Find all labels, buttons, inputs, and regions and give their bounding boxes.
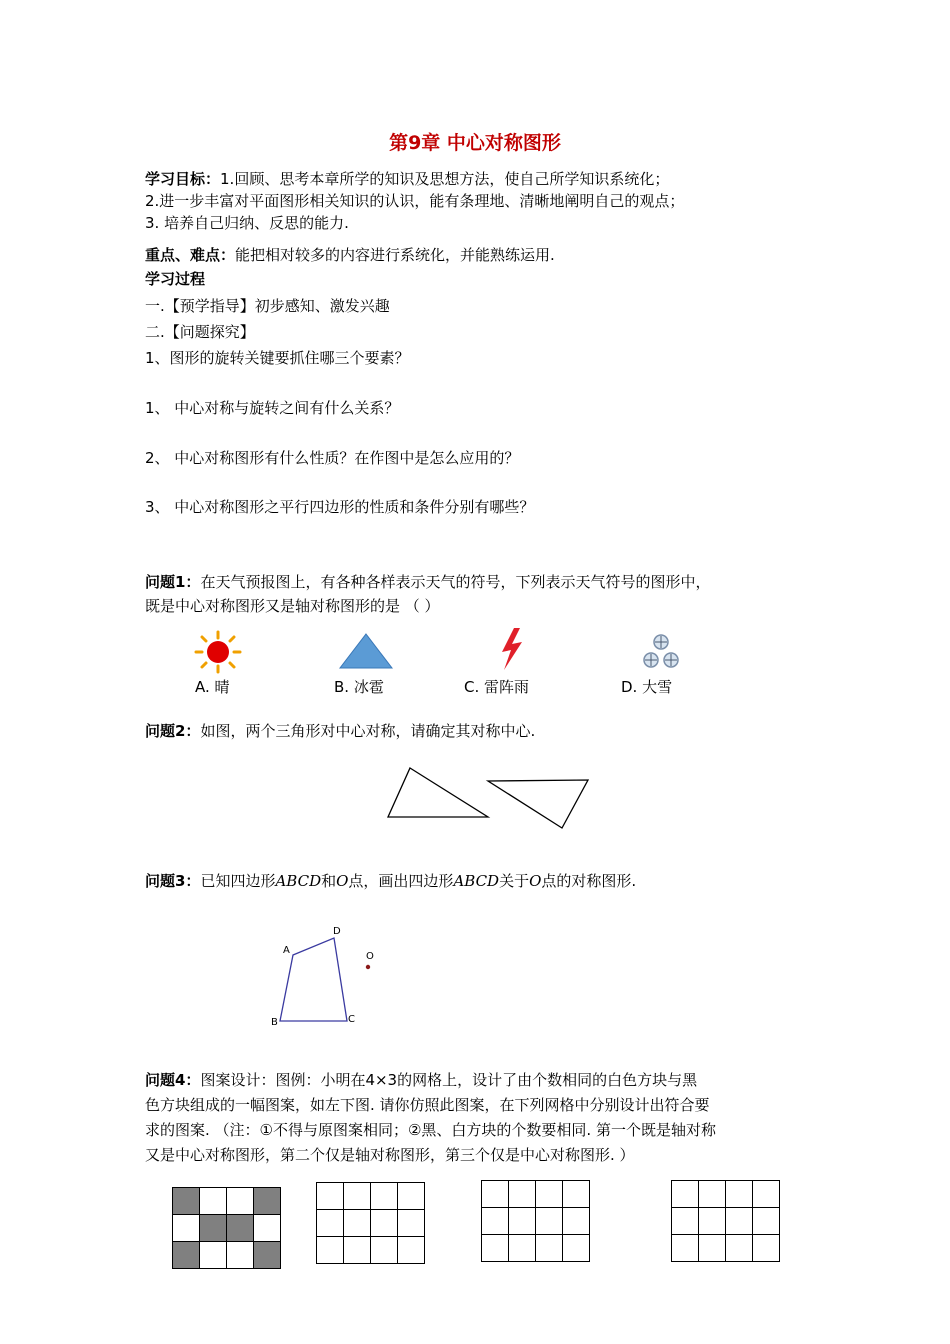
problem3-line xyxy=(145,870,636,892)
key-points-text: 能把相对较多的内容进行系统化，并能熟练运用. xyxy=(235,246,555,264)
problem1-line-1 xyxy=(145,571,710,593)
objectives-line-1 xyxy=(145,168,669,190)
point-label-c: C xyxy=(348,1014,355,1025)
point-label-o: O xyxy=(366,951,374,962)
quadrilateral-abcd xyxy=(280,938,347,1021)
objectives-text-1: 1.回顾、思考本章所学的知识及思想方法，使自己所学知识系统化； xyxy=(220,170,670,188)
point-label-a: A xyxy=(283,945,290,956)
problem3-o: O xyxy=(336,872,349,890)
hail-icon xyxy=(338,632,394,670)
triangle-left xyxy=(388,768,488,817)
option-b: B. 冰雹 xyxy=(334,678,384,696)
problem4-line-4: 又是中心对称图形，第二个仅是轴对称图形，第三个仅是中心对称图形. ） xyxy=(145,1146,635,1164)
triangle-right xyxy=(488,780,588,828)
problem4-label: 问题4： xyxy=(145,1071,201,1089)
question-2: 1、 中心对称与旋转之间有什么关系？ xyxy=(145,399,400,417)
point-label-b: B xyxy=(271,1017,278,1028)
page-title: 第9章 中心对称图形 xyxy=(389,132,561,154)
question-1: 1、图形的旋转关键要抓住哪三个要素？ xyxy=(145,349,410,367)
option-a: A. 晴 xyxy=(195,678,230,696)
problem3-o-2: O xyxy=(529,872,542,890)
problem3-text-4: 关于 xyxy=(499,872,530,890)
problem3-text-2: 和 xyxy=(321,872,337,890)
problem4-line-1 xyxy=(145,1069,697,1091)
problem4-line-2: 色方块组成的一幅图案，如左下图. 请你仿照此图案，在下列网格中分别设计出符合要 xyxy=(145,1096,710,1114)
sun-icon xyxy=(192,630,244,674)
problem2-label: 问题2： xyxy=(145,722,201,740)
point-label-d: D xyxy=(333,926,341,937)
objectives-label: 学习目标： xyxy=(145,170,221,188)
question-3: 2、 中心对称图形有什么性质？在作图中是怎么应用的？ xyxy=(145,449,520,467)
design-grid-1[interactable] xyxy=(316,1182,425,1264)
objectives-line-3: 3. 培养自己归纳、反思的能力. xyxy=(145,214,349,232)
key-points-label: 重点、难点： xyxy=(145,246,236,264)
option-d: D. 大雪 xyxy=(621,678,673,696)
problem2-text: 如图，两个三角形对中心对称，请确定其对称中心. xyxy=(200,722,536,740)
problem3-abcd-2: ABCD xyxy=(453,872,500,890)
section-1: 一.【预学指导】初步感知、激发兴趣 xyxy=(145,297,390,315)
symmetric-triangles-figure xyxy=(380,760,600,834)
section-2: 二.【问题探究】 xyxy=(145,323,255,341)
process-heading: 学习过程 xyxy=(145,270,206,288)
question-4: 3、 中心对称图形之平行四边形的性质和条件分别有哪些？ xyxy=(145,498,535,516)
problem3-abcd: ABCD xyxy=(275,872,322,890)
problem4-line-3: 求的图案. （注：①不得与原图案相同；②黑、白方块的个数要相同. 第一个既是轴对称 xyxy=(145,1121,716,1139)
design-grid-2[interactable] xyxy=(481,1180,590,1262)
problem1-label: 问题1： xyxy=(145,573,201,591)
problem1-line-2: 既是中心对称图形又是轴对称图形的是 （ ） xyxy=(145,597,440,615)
problem3-text-1: 已知四边形 xyxy=(200,872,276,890)
problem2-line xyxy=(145,720,535,742)
example-grid xyxy=(172,1187,281,1269)
problem3-text-3: 点，画出四边形 xyxy=(348,872,454,890)
objectives-line-2: 2.进一步丰富对平面图形相关知识的认识，能有条理地、清晰地阐明自己的观点； xyxy=(145,192,685,210)
problem3-text-5: 点的对称图形. xyxy=(541,872,637,890)
lightning-icon xyxy=(496,626,526,672)
problem1-text-1: 在天气预报图上，有各种各样表示天气的符号，下列表示天气符号的图形中， xyxy=(200,573,711,591)
key-points-line xyxy=(145,244,555,266)
snowflake-icon xyxy=(638,632,684,674)
problem3-label: 问题3： xyxy=(145,872,201,890)
problem4-text-1: 图案设计：图例：小明在4×3的网格上，设计了由个数相同的白色方块与黑 xyxy=(200,1071,698,1089)
design-grid-3[interactable] xyxy=(671,1180,780,1262)
point-o xyxy=(366,965,370,969)
option-c: C. 雷阵雨 xyxy=(464,678,530,696)
